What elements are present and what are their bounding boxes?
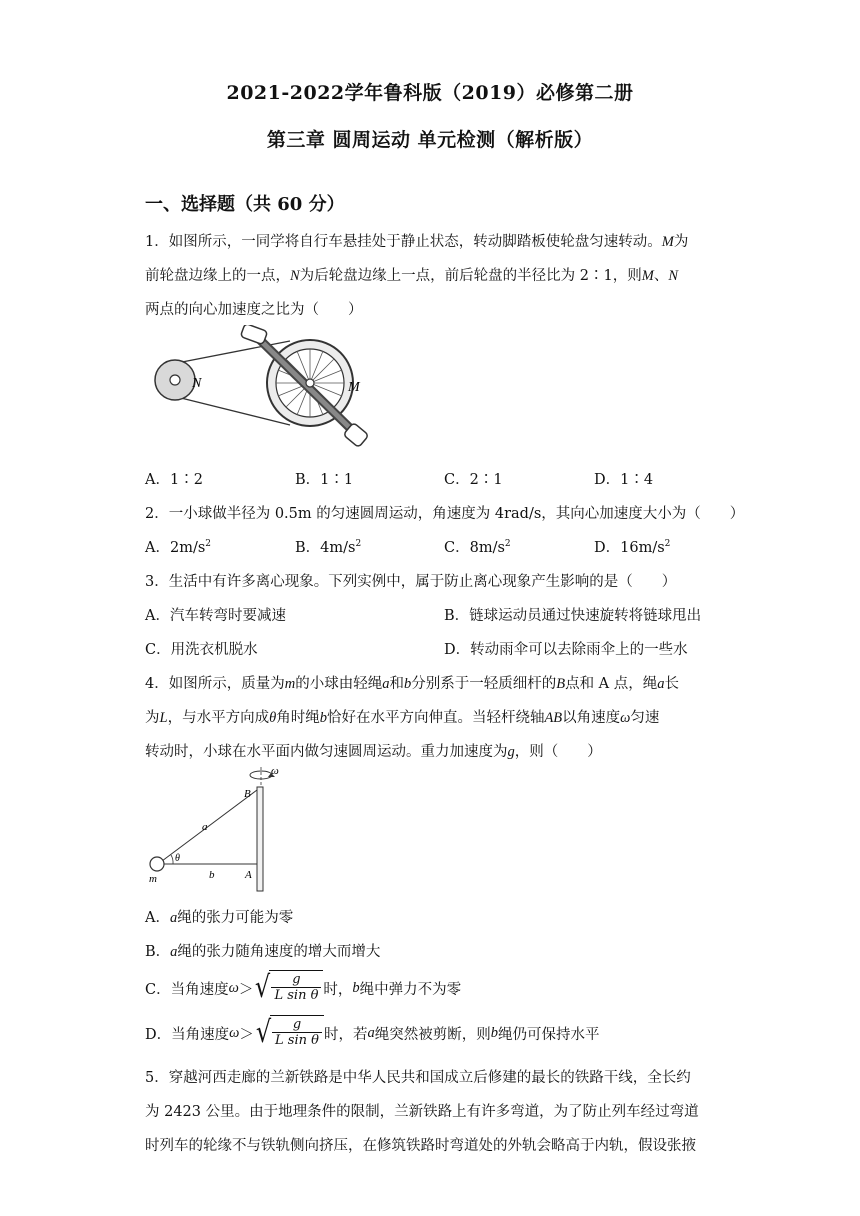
q1-option-b[interactable]: B．1∶1 — [295, 472, 354, 488]
q2-option-c[interactable]: C．$8m/s^2$ — [444, 539, 511, 556]
label-A: A — [245, 869, 252, 881]
q4-line-2: 为L，与水平方向成θ角时绳b恰好在水平方向伸直。当轻杆绕轴AB以角速度ω匀速 — [145, 710, 660, 726]
q3-text: 3．生活中有许多离心现象。下列实例中，属于防止离心现象产生影响的是（ ） — [145, 574, 677, 590]
q1-option-c[interactable]: C．2∶1 — [444, 472, 503, 488]
q1-line-1: 1．如图所示，一同学将自行车悬挂处于静止状态，转动脚踏板使轮盘匀速转动。M为 — [145, 234, 689, 250]
q5-line-2: 为 2423 公里。由于地理条件的限制，兰新铁路上有许多弯道，为了防止列车经过弯道 — [145, 1104, 699, 1120]
label-M: M — [348, 380, 360, 395]
q3-option-b[interactable]: B．链球运动员通过快速旋转将链球甩出 — [444, 608, 702, 624]
q2-option-a[interactable]: A．$2m/s^2$ — [145, 539, 212, 556]
q4-option-d[interactable]: D．当角速度 ω ＞ √ $\frac{g}{\text{L sin θ}}$ 时，若 a 绳突然被剪断，则 b 绳仍可保持水平 — [145, 1015, 600, 1050]
section-heading: 一、选择题（共 60 分） — [145, 194, 345, 215]
q4-option-a[interactable]: A．a绳的张力可能为零 — [145, 910, 294, 926]
q3-option-a[interactable]: A．汽车转弯时要减速 — [145, 608, 286, 624]
sqrt-expression: √ $\frac{g}{\text{L sin θ}}$ — [253, 970, 323, 1006]
rod-figure — [145, 765, 280, 895]
q1-line-2: 前轮盘边缘上的一点，N为后轮盘边缘上一点，前后轮盘的半径比为 2∶1，则M、N — [145, 268, 678, 284]
page-subtitle: 第三章 圆周运动 单元检测（解析版） — [266, 129, 594, 151]
q3-option-c[interactable]: C．用洗衣机脱水 — [145, 642, 258, 658]
label-omega: ω — [271, 765, 279, 777]
q4-line-1: 4．如图所示，质量为m的小球由轻绳a和b分别系于一轻质细杆的B点和 A 点，绳a长 — [145, 676, 680, 692]
label-B: B — [244, 788, 251, 800]
rear-hub — [170, 375, 180, 385]
q1-line-3: 两点的向心加速度之比为（ ） — [145, 302, 363, 318]
q3-option-d[interactable]: D．转动雨伞可以去除雨伞上的一些水 — [444, 642, 688, 658]
bicycle-figure — [150, 325, 380, 455]
string-a — [158, 790, 257, 864]
sqrt-expression: √ $\frac{g}{\text{L sin θ}}$ — [254, 1015, 324, 1051]
front-hub — [306, 379, 314, 387]
pedal-top — [240, 325, 267, 345]
label-a: a — [202, 821, 208, 833]
rod — [257, 787, 263, 891]
q4-option-c[interactable]: C．当角速度 ω ＞ √ $\frac{g}{\text{L sin θ}}$ 时， b 绳中弹力不为零 — [145, 970, 462, 1005]
label-m: m — [149, 873, 157, 885]
q4-option-b[interactable]: B．a绳的张力随角速度的增大而增大 — [145, 944, 381, 960]
page-title: 2021-2022学年鲁科版（2019）必修第二册 — [226, 82, 634, 104]
ball — [150, 857, 164, 871]
q4-line-3: 转动时，小球在水平面内做匀速圆周运动。重力加速度为g，则（ ） — [145, 744, 602, 760]
q1-option-d[interactable]: D．1∶4 — [594, 472, 654, 488]
q2-option-b[interactable]: B．$4m/s^2$ — [295, 539, 362, 556]
q1-option-a[interactable]: A．1∶2 — [145, 472, 203, 488]
q2-text: 2．一小球做半径为 0.5m 的匀速圆周运动，角速度为 4rad/s，其向心加速度大小为（ ） — [145, 506, 745, 522]
label-theta: θ — [175, 853, 180, 864]
q2-option-d[interactable]: D．$16m/s^2$ — [594, 539, 671, 556]
q5-line-1: 5．穿越河西走廊的兰新铁路是中华人民共和国成立后修建的最长的铁路干线，全长约 — [145, 1070, 691, 1086]
label-b: b — [209, 869, 215, 881]
q5-line-3: 时列车的轮缘不与铁轨侧向挤压，在修筑铁路时弯道处的外轨会略高于内轨，假设张掖 — [145, 1138, 696, 1154]
label-N: N — [192, 376, 202, 391]
